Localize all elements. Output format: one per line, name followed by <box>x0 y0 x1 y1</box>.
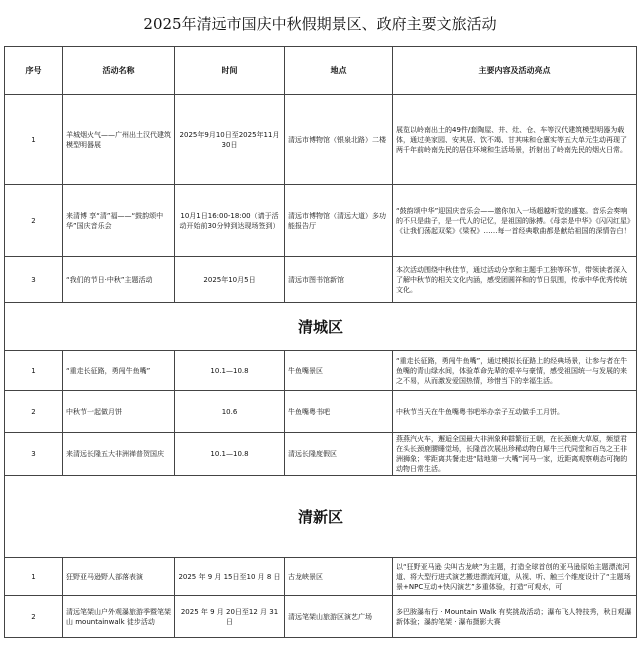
row-number: 3 <box>5 257 63 303</box>
table-row <box>5 185 637 257</box>
activity-content: 中秋节当天在牛鱼嘴粤书吧举办亲子互动做手工月饼。 <box>393 391 637 433</box>
table-row <box>5 558 637 596</box>
activity-content: 多巴胺瀑布行 · Mountain Walk 有奖挑战活动；瀑布飞人特技秀，秋日观瀑新体验；瀑韵笔架 · 瀑布摄影大赛 <box>393 596 637 638</box>
activity-time: 2025年10月5日 <box>175 257 285 303</box>
row-number: 2 <box>5 391 63 433</box>
section-title: 清城区 <box>5 303 637 351</box>
row-number: 2 <box>5 596 63 638</box>
activity-place: 清远市博物馆（银泉北路）二楼 <box>285 95 393 185</box>
activity-time: 10.1—10.8 <box>175 351 285 391</box>
activity-place: 牛鱼嘴粤书吧 <box>285 391 393 433</box>
activities-table <box>4 46 637 638</box>
activity-name: “我们的节日·中秋”主题活动 <box>63 257 175 303</box>
header-no: 序号 <box>5 47 63 95</box>
activity-time: 2025年9月10日至2025年11月30日 <box>175 95 285 185</box>
table-header-row <box>5 47 637 95</box>
activity-name: 来清博 享“清”福——“鼓韵颂中华”国庆音乐会 <box>63 185 175 257</box>
activity-name: 中秋节一起做月饼 <box>63 391 175 433</box>
activity-place: 牛鱼嘴景区 <box>285 351 393 391</box>
activity-time: 2025 年 9 月 15日至10 月 8 日 <box>175 558 285 596</box>
header-place: 地点 <box>285 47 393 95</box>
table-row <box>5 433 637 476</box>
activity-content: 以“狂野亚马逊 尖叫古龙峡”为主题，打造全球首创的亚马逊原始主题漂流河道、将大型行进式演艺搬进漂流河道，从视、听、触三个维度设计了“主题场景+NPC互动+快闪演艺”多重体验，打造“可观水，可 <box>393 558 637 596</box>
activity-time: 10月1日16:00-18:00（请于活动开始前30分钟到达现场签到） <box>175 185 285 257</box>
section-row <box>5 303 637 351</box>
activity-content: 燕燕汽火车，邂逅全国最大非洲象种群繁衍王朝，在长颈鹿大草原，频望君在头长颈鹿腰睡觉场，长隆首次展出珍稀动物白犀牛三代同堂和百鸟之王非洲狮象；零距离共餐走进“陆地第一大嘴”河马一家，近距离观察萌态可掬的动物日常生活。 <box>393 433 637 476</box>
header-content: 主要内容及活动亮点 <box>393 47 637 95</box>
section-row <box>5 476 637 558</box>
table-row <box>5 391 637 433</box>
activity-content: “重走长征路，勇闯牛鱼嘴”，通过模拟长征路上的经典场景，让参与者在牛鱼嘴的青山绿水间，体验革命先辈的艰辛与豪情，感受祖国统一与发展的来之不易，从而激发爱国热情，珍惜当下的幸福生活。 <box>393 351 637 391</box>
activity-time: 2025 年 9 月 20日至12 月 31 日 <box>175 596 285 638</box>
activity-content: 展览以岭南出土的49件/套陶屋、井、灶、仓、车等汉代建筑模型明器为载体，通过美家园、安其居、饮不竭、甘其味和仓廪实等五大单元生动再现了两千年前岭南先民的居住环境和生活场景，折射出了岭南先民的烟火日常。 <box>393 95 637 185</box>
header-name: 活动名称 <box>63 47 175 95</box>
activity-time: 10.1—10.8 <box>175 433 285 476</box>
row-number: 3 <box>5 433 63 476</box>
activity-place: 清远长隆度假区 <box>285 433 393 476</box>
activity-name: “重走长征路，勇闯牛鱼嘴” <box>63 351 175 391</box>
row-number: 1 <box>5 351 63 391</box>
activity-place: 清远市博物馆（清远大道）多功能报告厅 <box>285 185 393 257</box>
row-number: 1 <box>5 95 63 185</box>
table-row <box>5 351 637 391</box>
table-row <box>5 596 637 638</box>
activity-content: “鼓韵颂中华”迎国庆音乐会——邀你加入一场超越听觉的盛宴。音乐会奏响的不只是曲子，是一代人的记忆，是祖国的脉搏。《母亲是中华》《闪闪红星》《让我们荡起双桨》《梁祝》……每一首经典歌曲都是献给祖国的深情告白！ <box>393 185 637 257</box>
header-time: 时间 <box>175 47 285 95</box>
section-title: 清新区 <box>5 476 637 558</box>
activity-place: 清远市图书馆新馆 <box>285 257 393 303</box>
page-title: 2025年清远市国庆中秋假期景区、政府主要文旅活动 <box>143 14 497 33</box>
table-row <box>5 257 637 303</box>
row-number: 1 <box>5 558 63 596</box>
row-number: 2 <box>5 185 63 257</box>
activity-name: 清远笔架山户外观瀑旅游季暨笔架山 mountainwalk 徒步活动 <box>63 596 175 638</box>
activity-content: 本次活动围绕中秋佳节，通过活动分享和主题手工独等环节，带领读者深入了解中秋节的相关文化内涵，感受团圆祥和的节日氛围，传承中华优秀传统文化。 <box>393 257 637 303</box>
activity-name: 狂野亚马逊野人部落表演 <box>63 558 175 596</box>
activity-place: 古龙峡景区 <box>285 558 393 596</box>
activity-name: 来清远长隆五大非洲禅普贺国庆 <box>63 433 175 476</box>
activity-time: 10.6 <box>175 391 285 433</box>
activity-place: 清远笔架山旅游区演艺广场 <box>285 596 393 638</box>
activity-name: 羊城烟火气——广州出土汉代建筑模型明器展 <box>63 95 175 185</box>
table-row <box>5 95 637 185</box>
